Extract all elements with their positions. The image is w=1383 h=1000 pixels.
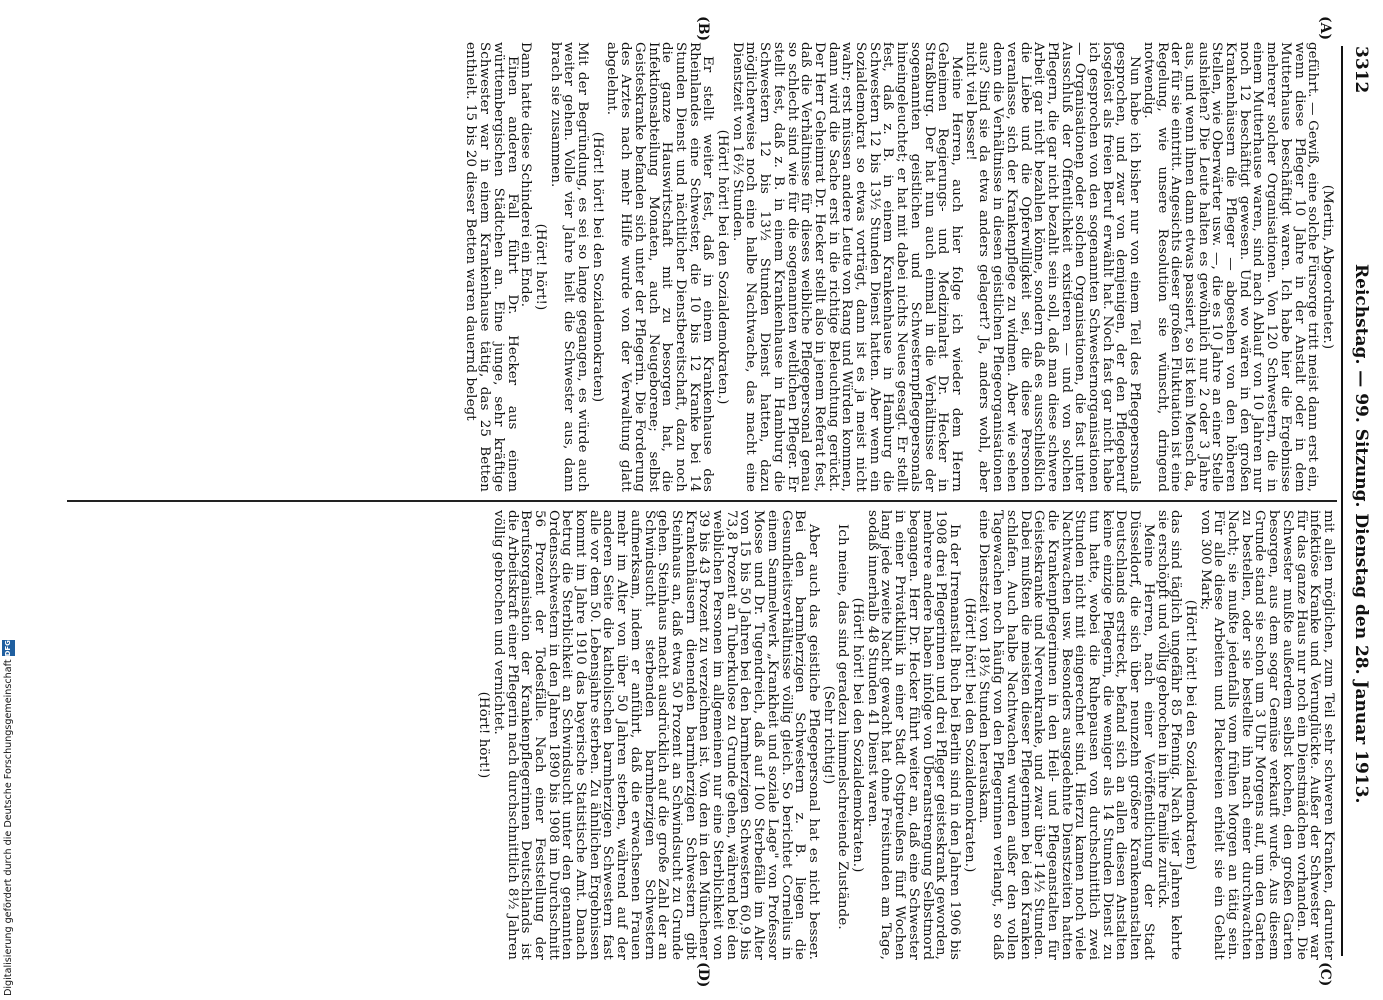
header-rule [1341, 46, 1343, 956]
margin-marker-b: (B) [695, 16, 711, 42]
credit-strip [0, 0, 30, 1000]
paragraph: Er stellt weiter fest, daß in einem Krankenhause des Rheinlandes eine Schwester, die 10 bis 12 Kranke bei 14 Stunden Dienst und nächtlicher Dienstbereitschaft, dazu noch die ganze Hauswirtschaft mit zu besorgen hat, die Infektionsabteilung Monaten, auch Neugeborene; selbst Geisteskranke befanden sich unter der Pflegerin. Die Forderung des Arztes nach mehr Hilfe wurde von der Verwaltung glatt abgelehnt. [604, 42, 716, 492]
interjection: (Hört! hört! bei den Sozialdemokraten.) [715, 129, 731, 405]
paragraph: geführt. — Gewiß, eine solche Fürsorge tritt meist dann erst ein, wenn diese Pfleger 10 Jahre in der Anstalt oder in dem Mutterhause beschäftigt waren. Ich habe hier die Ergebnisse mehrerer solcher Organisationen. Von 120 Schwestern, die in einem Mutterhause waren, sind nach Ablauf von 10 Jahren nur noch 12 beschäftigt gewesen. Und wo wären in den großen Krankenhäusern die Pfleger — abgesehen von den höheren Stellen, wie Oberwärter usw. —, die es 10 Jahre an einer Stelle aushielten? Die Leute halten es gewöhnlich nur 2 oder 3 Jahre aus, und wenn ihnen dann etwas passiert, so ist kein Mensch da, der für sie eintritt. Angesichts dieser großen Fluktuation ist eine Regelung, wie unsere Resolution sie wünscht, dringend notwendig. [1140, 42, 1321, 492]
paragraph: das sind täglich ungefähr 85 Pfennig. Nach vier Jahren kehrte sie erschöpft und völlig gebrochen in ihre Familie zurück. [1154, 510, 1184, 960]
paragraph: Einen anderen Fall führt Dr. Hecker aus einem württembergischen Städtchen an. Eine junge, sehr kräftige Schwester war in einem Krankenhause tätig, das 25 Betten enthielt. 15 bis 20 dieser Betten waren dauernd belegt [463, 42, 520, 492]
paragraph: Meine Herren, nach einer Veröffentlichung der Stadt Düsseldorf, die sich über neunzehn größere Krankenanstalten Deutschlands erstreckt, befand sich an allen diesen Anstalten keine einzige Pflegerin, die weniger als 14 Stunden Dienst zu tun hatte, wobei die Ruhepausen von durchschnittlich zwei Stunden nicht mit eingerechnet sind. Hierzu kamen noch viele Nachtwachen usw. Besonders ausgedehnte Dienstzeiten hatten die Krankenpflegerinnen in den Heil- und Pflegeanstalten für Geisteskranke und Nervenkranke, und zwar über 14½ Stunden. Dabei mußten die meisten dieser Pflegerinnen bei den Kranken schlafen. Auch halbe Nachtwachen wurden außer den vollen Tagewachen noch häufig von den Pflegerinnen verlangt, so daß eine Dienstzeit von 18½ Stunden herauskam. [976, 510, 1156, 960]
page-number: 3312 [1351, 46, 1371, 94]
page-header [1345, 46, 1371, 946]
speaker-label: (Mertin, Abgeordneter.) [1320, 184, 1335, 350]
credit-text: Digitalisierung gefördert durch die Deutsche Forschungsgemeinschaft [3, 659, 14, 996]
interjection: (Sehr richtig!) [820, 685, 836, 785]
margin-marker-c: (C) [1317, 962, 1333, 987]
paragraph: Nun habe ich bisher nur von einem Teil des Pflegepersonals gesprochen, und zwar von demjenigen, der den Pflegeberuf losgelöst als freien Beruf erwählt hat. Noch fast gar nicht habe ich gesprochen von den sogenannten Schwesternorganisationen — Organisationen oder solchen Organisationen, die fast unter Ausschluß der Öffentlichkeit existieren — und von solchen Pflegern, die gar nicht bezahlt sein soll, daß man diese schwere Arbeit gar nicht bezahlen könne, sondern daß es ausschließlich die Liebe und die Opferwilligkeit sei, die diese Personen veranlasse, sich der Krankenpflege zu widmen. Aber wie sehen denn die Verhältnisse in diesen geistlichen Pflegeorganisationen aus? Sind sie da etwa anders gelagert? Ja, anders wohl, aber nicht viel besser! [962, 42, 1143, 492]
paragraph: In der Irrenanstalt Buch bei Berlin sind in den Jahren 1906 bis 1908 drei Pflegerinnen und drei Pfleger geisteskrank geworden, mehrere andere haben infolge von Überanstrengung Selbstmord begangen. Herr Dr. Hecker führt weiter an, daß eine Schwester in einer Privatklinik in einer Stadt Ostpreußens fünf Wochen lang jede zweite Nacht gewacht hat ohne Freistunden am Tage, sodaß innerhalb 48 Stunden 41 Dienst waren. [864, 510, 963, 960]
paragraph: Ich meine, das sind geradezu himmelschreiende Zustände. [835, 524, 851, 930]
paragraph: Mit der Begründung, es sei so lange gegangen, es würde auch weiter gehen. Volle vier Jahre hielt die Schwester aus, dann brach sie zusammen. [547, 42, 591, 492]
paragraph: Aber auch das geistliche Pflegepersonal hat es nicht besser. Bei den barmherzigen Schwestern z. B. liegen die Gesundheitsverhältnisse völlig gleich. So berichtet Cornelius in einem Sammelwerk „Krankheit und soziale Lage" von Professor Mosse und Dr. Tugendreich, daß auf 100 Sterbefälle im Alter von 15 bis 50 Jahren bei den barmherzigen Schwestern 60,9 bis 73,8 Prozent an Tuberkulose zu Grunde gehen, während bei den weiblichen Personen im allgemeinen nur eine Sterblichkeit von 39 bis 43 Prozent zu verzeichnen ist. Von den in den Münchener Krankenhäusern dienenden barmherzigen Schwestern gibt Steinhaus an, daß etwa 50 Prozent an Schwindsucht zu Grunde gehen. Steinhaus macht ausdrücklich auf die große Zahl der an Schwindsucht sterbenden barmherzigen Schwestern aufmerksam, indem er anführt, daß die erwachsenen Frauen mehr im Alter von über 50 Jahren sterben, während auf der anderen Seite die katholischen barmherzigen Schwestern fast alle vor dem 50. Lebensjahre sterben. Zu ähnlichen Ergebnissen kommt im Jahre 1910 das bayerische Statistische Amt. Danach betrug die Sterblichkeit an Schwindsucht unter den genannten Ordensschwestern in den Jahren 1890 bis 1908 im Durchschnitt 56 Prozent der Todesfälle. Nach einer Feststellung der Berufsorganisation der Krankenpflegerinnen Deutschlands ist die Arbeitskraft einer Pflegerin nach durchschnittlich 8½ Jahren völlig gebrochen und vernichtet. [490, 510, 821, 960]
interjection: (Hört! hört!) [532, 223, 548, 311]
paragraph: Meine Herren, auch hier folge ich wieder dem Herrn Geheimen Regierungs- und Medizinalrat Dr. Hecker in Straßburg. Der hat nun auch einmal in die Verhältnisse der sogenannten geistlichen und Schwesternpflegepersonals hineingeleuchtet; er hat mit dabei nichts Neues gesagt. Er stellt fest, daß z. B. in einem Krankenhause in Hamburg die Schwestern 12 bis 13½ Stunden Dienst hatten. Aber wenn ein Sozialdemokrat so etwas vorträgt, dann ist es ja meist nicht wahr; erst müssen andere Leute von Rang und Würden kommen, dann wird die Sache erst in die richtige Beleuchtung gerückt. Der Herr Geheimrat Dr. Hecker stellt also in jenem Referat fest, daß die Verhältnisse für dieses weibliche Pflegepersonal genau so schlecht sind wie für die sogenannten weltlichen Pfleger. Er stellt fest, daß z. B. in einem Krankenhause in Hamburg die Schwestern 12 bis 13½ Stunden Dienst hatten, dazu möglicherweise noch eine halbe Nachtwache, das macht eine Dienstzeit von 16½ Stunden. [729, 42, 965, 492]
right-column [475, 510, 1335, 960]
dfg-logo-icon: DFG [2, 640, 15, 656]
paragraph: mit allen möglichen, zum Teil sehr schweren Kranken, darunter infektiöse Kranke und Verunglückte. Außer der Schwester war für das ganze Haus nur noch ein Dienstmädchen vorhanden. Die Schwester mußte außerdem selbst kochen, den großen Garten besorgen, aus dem sogar Gemüse verkauft wurde. Aus diesem Grunde stand sie schon um 3 Uhr Morgens auf, um den Garten zu bestellen, oder sie bestellte ihn nach einer durchwachten Nacht; sie mußte jedenfalls vom frühen Morgen an tätig sein. Für alle diese Arbeiten und Plackereien erhielt sie ein Gehalt von 300 Mark; [1197, 510, 1336, 960]
margin-marker-d: (D) [695, 962, 711, 988]
page-title: Reichstag. — 99. Sitzung. Dienstag den 28. Januar 1913. [1351, 264, 1371, 804]
column-divider [67, 500, 1337, 502]
credit-line [2, 640, 15, 996]
interjection: (Hört! hört! bei den Sozialdemokraten.) [961, 597, 977, 873]
interjection: (Hört! hört! bei den Sozialdemokraten.) [850, 597, 866, 873]
interjection: (Hört! hört!) [476, 691, 492, 779]
margin-marker-a: (A) [1317, 16, 1333, 41]
paragraph: Dann hatte diese Schinderei ein Ende. [518, 42, 534, 308]
interjection: (Hört! hört! bei den Sozialdemokraten) [1182, 599, 1198, 871]
left-column [464, 42, 1335, 492]
interjection: (Hört! hört! bei den Sozialdemokraten) [589, 131, 605, 403]
